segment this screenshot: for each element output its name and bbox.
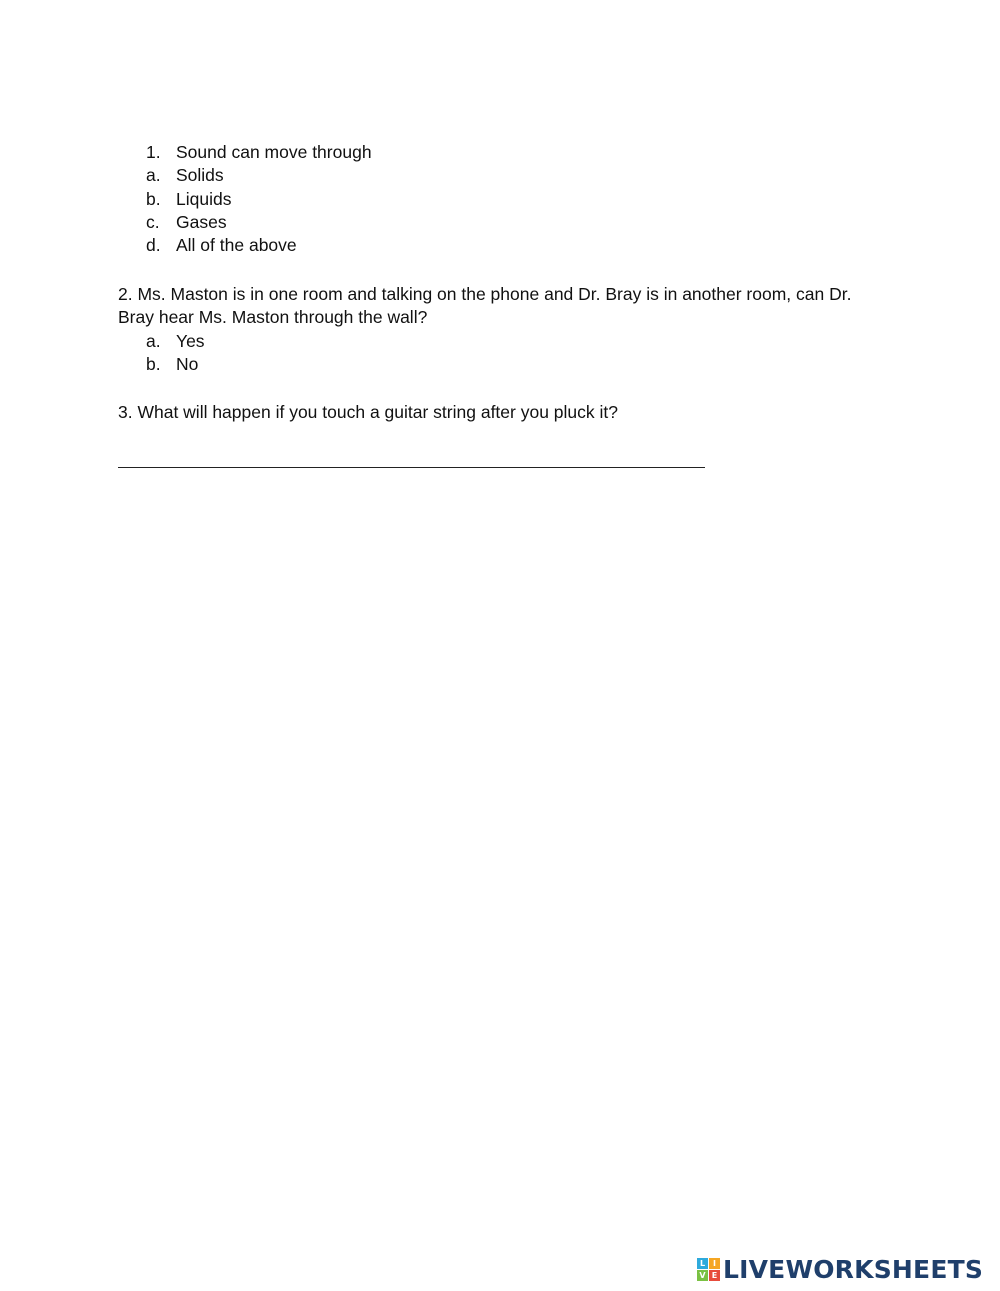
option-text: Liquids <box>176 189 232 209</box>
question-text: 3. What will happen if you touch a guitar string after you pluck it? <box>118 402 618 422</box>
answer-line[interactable] <box>118 467 705 468</box>
liveworksheets-logo <box>697 1253 983 1285</box>
question-text: 2. Ms. Maston is in one room and talking on the phone and Dr. Bray is in another room, can Dr. <box>118 284 852 304</box>
option-text: No <box>176 354 199 374</box>
option-letter: b. <box>146 354 161 374</box>
logo-mark-cell: E <box>709 1270 720 1281</box>
brand-name: LIVEWORKSHEETS <box>723 1254 984 1284</box>
option-letter: a. <box>146 165 161 185</box>
option-text: All of the above <box>176 235 297 255</box>
logo-mark-icon <box>697 1258 720 1281</box>
option-text: Solids <box>176 165 224 185</box>
option-text: Gases <box>176 212 227 232</box>
option-letter: b. <box>146 189 161 209</box>
option-letter: a. <box>146 331 161 351</box>
logo-mark-cell: L <box>697 1258 708 1269</box>
option-letter: c. <box>146 212 160 232</box>
option-letter: d. <box>146 235 161 255</box>
question-number: 1. <box>146 142 161 162</box>
question-text: Sound can move through <box>176 142 372 162</box>
option-text: Yes <box>176 331 205 351</box>
logo-mark-cell: V <box>697 1270 708 1281</box>
question-text: Bray hear Ms. Maston through the wall? <box>118 307 428 327</box>
logo-mark-cell: I <box>709 1258 720 1269</box>
